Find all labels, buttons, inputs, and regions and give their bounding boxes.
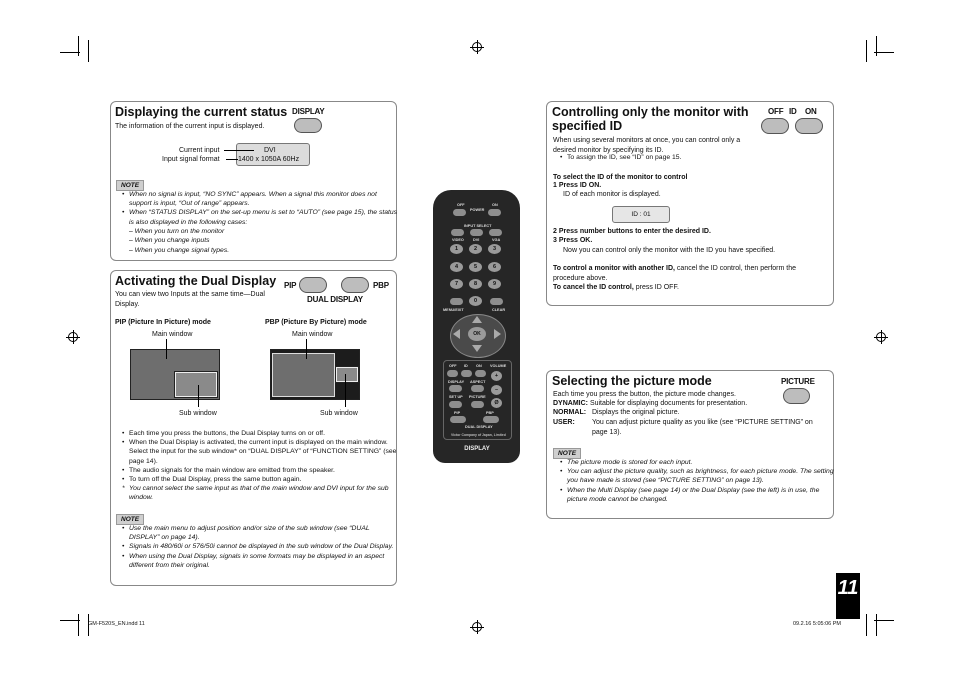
display-button-label: DISPLAY (292, 107, 325, 116)
dual-intro: You can view two Inputs at the same time—Dual Display. (115, 291, 265, 308)
remote-key-1[interactable]: 1 (450, 244, 463, 254)
remote-key-2[interactable]: 2 (469, 244, 482, 254)
id-button-label: ID (789, 107, 797, 116)
bullet-item: • To turn off the Dual Display, press the same button again. (129, 475, 399, 484)
id-osd: ID : 01 (612, 206, 670, 223)
dynamic-text: Suitable for displaying documents for presentation. (588, 400, 748, 407)
control-assign (559, 153, 767, 162)
pip-button-label: PIP (284, 281, 297, 290)
step-2: 2 Press number buttons to enter the desired ID. (553, 228, 711, 235)
step-3-desc: Now you can control only the monitor with the ID you have specified. (563, 247, 776, 254)
remote-dual-display-label: DUAL DISPLAY (465, 425, 493, 429)
pbp-diagram-main (272, 353, 335, 397)
case-item: – When you change signal types. (129, 246, 230, 254)
remote-clear-label: CLEAR (492, 308, 506, 312)
id-off-button[interactable] (761, 118, 789, 134)
pip-main-window-label: Main window (152, 331, 193, 338)
remote-ok-key[interactable]: OK (468, 327, 486, 341)
remote-key-4[interactable]: 4 (450, 262, 463, 272)
remote-menu-exit-key[interactable] (450, 298, 463, 305)
remote-volume-down-key[interactable]: – (491, 385, 502, 395)
picture-button[interactable] (783, 388, 810, 404)
select-heading: To select the ID of the monitor to control (553, 174, 688, 181)
dual-display-label: DUAL DISPLAY (307, 295, 363, 304)
remote-aspect-label: ASPECT (470, 380, 486, 384)
remote-volume-up-key[interactable]: + (491, 371, 502, 381)
case-item: – When you change inputs (129, 237, 210, 245)
status-title: Displaying the current status (115, 105, 288, 119)
remote-down-arrow-icon[interactable] (472, 345, 482, 352)
remote-setup-key[interactable] (449, 401, 462, 408)
note-item: • The picture mode is stored for each input. (567, 458, 835, 467)
picture-title: Selecting the picture mode (552, 374, 712, 388)
remote-power-label: POWER (470, 208, 485, 212)
normal-label: NORMAL: (553, 409, 587, 416)
remote-vga-key[interactable] (489, 229, 502, 236)
remote-dvi-label: DVI (473, 238, 480, 242)
step-3: 3 Press OK. (553, 237, 593, 244)
registration-mark-bottom (472, 622, 482, 632)
pip-heading: PIP (Picture In Picture) mode (115, 319, 211, 326)
remote-video-label: VIDEO (452, 238, 464, 242)
signal-format-label: Input signal format (162, 156, 220, 163)
remote-picture-key[interactable] (471, 401, 484, 408)
pointer-line (166, 339, 167, 359)
note-item: • You can adjust the picture quality, such as brightness, for each picture mode. The setting you have made is stored (see “PICTURE SETTING” on page 13). (567, 467, 835, 485)
signal-value: 1400 x 1050A 60Hz (238, 156, 300, 163)
bullet-item: • When the Dual Display is activated, the current input is displayed on the main window. Select the input for the sub window* on “DUAL DISPLAY” of “FUNCTION SETTING” (see page 14). (129, 438, 399, 466)
cancel-text: press ID OFF. (633, 284, 679, 291)
registration-mark-top (472, 42, 482, 52)
remote-key-6[interactable]: 6 (488, 262, 501, 272)
remote-pip-label: PIP (454, 411, 461, 415)
picture-button-label: PICTURE (781, 377, 815, 386)
pointer-line (306, 339, 307, 359)
pointer-line (345, 374, 346, 407)
remote-pip-key[interactable] (450, 416, 466, 423)
bullet-item: • Each time you press the buttons, the Dual Display turns on or off. (129, 429, 399, 438)
remote-key-0[interactable]: 0 (469, 296, 482, 306)
pbp-button[interactable] (341, 277, 369, 293)
remote-id-off-key[interactable] (447, 370, 458, 377)
current-input-value: DVI (264, 147, 276, 154)
remote-mute-key[interactable]: Ø (491, 398, 502, 408)
page-number: 11 (837, 577, 859, 599)
pip-diagram-sub (175, 372, 217, 397)
pip-button[interactable] (299, 277, 327, 293)
cancel-bold: To cancel the ID control, (553, 284, 634, 291)
note-item: • When using the Dual Display, signals in some formats may be displayed in an aspect different from their original. (129, 552, 399, 570)
remote-key-7[interactable]: 7 (450, 279, 463, 289)
remote-pbp-label: PBP (486, 411, 494, 415)
remote-on-label: ON (492, 203, 498, 207)
remote-key-3[interactable]: 3 (488, 244, 501, 254)
control-title-line1: Controlling only the monitor with (552, 105, 749, 119)
pbp-diagram-sub (336, 367, 358, 382)
pip-sub-window-label: Sub window (179, 410, 217, 417)
remote-model-label: DISPLAY (464, 446, 490, 452)
remote-id-label: ID (464, 364, 468, 368)
remote-display-label: DISPLAY (448, 380, 465, 384)
picture-note-badge: NOTE (553, 448, 581, 459)
dual-notes (121, 524, 399, 570)
remote-key-8[interactable]: 8 (469, 279, 482, 289)
remote-id-on-key[interactable] (475, 370, 486, 377)
pbp-sub-window-label: Sub window (320, 410, 358, 417)
picture-intro: Each time you press the button, the picture mode changes. (553, 391, 736, 398)
remote-aspect-key[interactable] (471, 385, 484, 392)
leader-line (226, 159, 238, 160)
case-item: – When you turn on the monitor (129, 228, 225, 235)
user-label: USER: (553, 419, 575, 426)
control-another (553, 264, 825, 283)
remote-off-key[interactable] (453, 209, 466, 216)
dual-title: Activating the Dual Display (115, 274, 277, 288)
remote-off-label: OFF (457, 203, 465, 207)
on-button-label: ON (805, 107, 817, 116)
registration-mark-left (68, 332, 78, 342)
note-item: • When the Multi Display (see page 14) or the Dual Display (see the left) is in use, the picture mode cannot be changed. (567, 486, 835, 504)
remote-left-arrow-icon[interactable] (453, 329, 460, 339)
dynamic-label: DYNAMIC: (553, 400, 588, 407)
note-item: • Signals in 480/60i or 576/50i cannot be displayed in the sub window of the Dual Display. (129, 542, 399, 551)
step-1-desc: ID of each monitor is displayed. (563, 191, 661, 198)
footer-left: GM-F520S_EN.indd 11 (88, 621, 145, 627)
display-button[interactable] (294, 118, 322, 133)
remote-up-arrow-icon[interactable] (472, 316, 482, 323)
status-note-badge: NOTE (116, 180, 144, 191)
remote-brand: Victor Company of Japan, Limited (451, 433, 506, 437)
remote-vga-label: VGA (492, 238, 501, 242)
another-bold: To control a monitor with another ID, (553, 265, 675, 272)
control-cancel (553, 283, 679, 293)
dual-note-badge: NOTE (116, 514, 144, 525)
pbp-button-label: PBP (373, 281, 389, 290)
registration-mark-right (876, 332, 886, 342)
remote-display-key[interactable] (449, 385, 462, 392)
another-text: cancel the ID control, then perform the procedure above. (553, 265, 796, 282)
remote-id-off-label: OFF (449, 364, 457, 368)
bullet-item: • The audio signals for the main window are emitted from the speaker. (129, 466, 399, 475)
pointer-line (198, 385, 199, 407)
note-item: • Use the main menu to adjust position and/or size of the sub window (see “DUAL DISPLAY” on page 14). (129, 524, 399, 542)
note-item: • When “STATUS DISPLAY” on the set-up menu is set to “AUTO” (see page 15), the status is also displayed in the following cases: (129, 208, 399, 226)
remote-picture-label: PICTURE (469, 395, 486, 399)
remote-volume-label: VOLUME (490, 364, 507, 368)
remote-menu-exit-label: MENU/EXIT (443, 308, 464, 312)
note-item: • When no signal is input, “NO SYNC” appears. When a signal this monitor does not support is input, “Out of range” appears. (129, 190, 399, 208)
control-id-title (552, 105, 749, 133)
control-intro: When using several monitors at once, you can control only a desired monitor by specifying its ID. (553, 137, 741, 154)
remote-right-arrow-icon[interactable] (494, 329, 501, 339)
remote-dvi-key[interactable] (470, 229, 483, 236)
remote-video-key[interactable] (451, 229, 464, 236)
remote-setup-label: SET UP (449, 395, 463, 399)
remote-id-on-label: ON (476, 364, 482, 368)
status-notes (121, 190, 399, 227)
control-title-line2: specified ID (552, 119, 623, 133)
normal-text: Displays the original picture. (592, 409, 680, 416)
remote-clear-key[interactable] (490, 298, 503, 305)
remote-key-5[interactable]: 5 (469, 262, 482, 272)
footer-right: 09.2.16 5:05:06 PM (793, 621, 842, 627)
assign-item: • To assign the ID, see “ID” on page 15. (567, 153, 767, 162)
star-note: * You cannot select the same input as that of the main window and DVI input for the sub window. (129, 484, 399, 502)
current-input-label: Current input (179, 147, 220, 154)
remote-input-select: INPUT SELECT (464, 224, 492, 228)
pbp-main-window-label: Main window (292, 331, 333, 338)
remote-key-9[interactable]: 9 (488, 279, 501, 289)
status-intro: The information of the current input is displayed. (115, 123, 265, 130)
remote-id-key[interactable] (461, 370, 472, 377)
remote-on-key[interactable] (488, 209, 501, 216)
leader-line (224, 150, 254, 151)
dual-bullets (121, 429, 399, 503)
status-cases (129, 227, 229, 255)
pbp-heading: PBP (Picture By Picture) mode (265, 319, 367, 326)
picture-notes (559, 458, 835, 504)
user-text: You can adjust picture quality as you like (see “PICTURE SETTING” on page 13). (592, 419, 813, 436)
remote-pbp-key[interactable] (483, 416, 499, 423)
step-1: 1 Press ID ON. (553, 182, 602, 189)
id-on-button[interactable] (795, 118, 823, 134)
off-button-label: OFF (768, 107, 784, 116)
